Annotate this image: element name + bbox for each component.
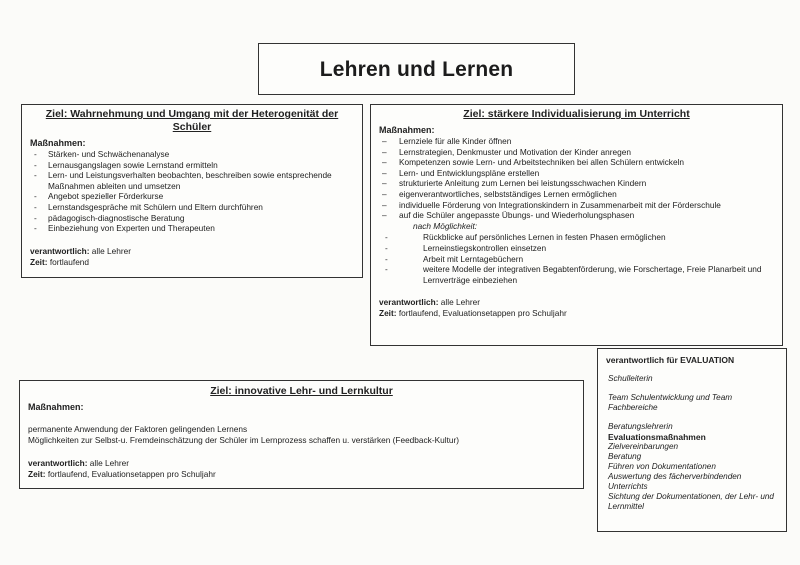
goal-box-culture [19, 380, 584, 489]
list-item: - pädagogisch-diagnostische Beratung [48, 213, 356, 224]
sub-measures-list [371, 232, 782, 285]
measures-label: Maßnahmen: [379, 125, 435, 135]
list-item: – individuelle Förderung von Integrationskindern in Zusammenarbeit mit der Förderschule [399, 200, 776, 211]
list-item: - Arbeit mit Lerntagebüchern [423, 254, 776, 265]
list-item: - Rückblicke auf persönliches Lernen in festen Phasen ermöglichen [423, 232, 776, 243]
list-item: – Kompetenzen sowie Lern- und Arbeitstechniken bei allen Schülern entwickeln [399, 157, 776, 168]
time-line: Zeit: fortlaufend, Evaluationsetappen pro Schuljahr [28, 469, 216, 479]
role-item: Beratungslehrerin [608, 422, 673, 431]
measures-label: Maßnahmen: [28, 402, 84, 412]
list-item: - weitere Modelle der integrativen Begabtenförderung, wie Forschertage, Freie Planarbeit und Lernverträge einbeziehen [423, 264, 776, 285]
list-item: Auswertung des fächerverbindenden Unterrichts [608, 472, 742, 491]
evaluation-measures-label: Evaluationsmaßnahmen [608, 432, 706, 442]
time-line: Zeit: fortlaufend, Evaluationsetappen pro Schuljahr [379, 308, 567, 319]
list-item: Beratung [608, 452, 642, 461]
sub-heading: nach Möglichkeit: [413, 220, 478, 231]
list-item: - Einbeziehung von Experten und Therapeuten [48, 223, 356, 234]
list-item: – Lern- und Entwicklungspläne erstellen [399, 168, 776, 179]
measures-list [22, 149, 362, 234]
measures-list [371, 136, 782, 221]
evaluation-box [597, 348, 787, 532]
measure-line: Möglichkeiten zur Selbst-u. Fremdeinschätzung der Schüler im Lernprozess schaffen u. verstärken (Feedback-Kultur) [28, 435, 460, 445]
list-item: Führen von Dokumentationen [608, 462, 716, 471]
title-box [258, 43, 575, 95]
goal-box-individualization [370, 104, 783, 346]
list-item: - Angebot spezieller Förderkurse [48, 191, 356, 202]
list-item: Zielvereinbarungen [608, 442, 679, 451]
goal-heading: Ziel: innovative Lehr- und Lernkultur [210, 385, 393, 397]
goal-heading: Ziel: Wahrnehmung und Umgang mit der Heterogenität der Schüler [45, 108, 339, 133]
list-item: – auf die Schüler angepasste Übungs- und Wiederholungsphasen [399, 210, 776, 221]
role-item: Schulleiterin [608, 374, 653, 383]
goal-box-heterogeneity [21, 104, 363, 278]
measures-label: Maßnahmen: [30, 138, 86, 148]
role-item: Team Schulentwicklung und Team Fachbereiche [608, 393, 733, 412]
responsible-line: verantwortlich: alle Lehrer [30, 245, 132, 256]
list-item: – eigenverantwortliches, selbstständiges Lernen ermöglichen [399, 189, 776, 200]
page-title: Lehren und Lernen [319, 58, 514, 81]
goal-heading: Ziel: stärkere Individualisierung im Unterricht [463, 108, 690, 120]
list-item: Sichtung der Dokumentationen, der Lehr- und Lernmittel [608, 492, 774, 511]
responsible-line: verantwortlich: alle Lehrer [379, 297, 481, 308]
list-item: – strukturierte Anleitung zum Lernen bei leistungsschwachen Kindern [399, 178, 776, 189]
list-item: – Lernstrategien, Denkmuster und Motivation der Kinder anregen [399, 147, 776, 158]
list-item: - Lern- und Leistungsverhalten beobachten, beschreiben sowie entsprechende Maßnahmen ableiten und umsetzen [48, 170, 356, 191]
responsible-line: verantwortlich: alle Lehrer [28, 458, 130, 468]
list-item: - Lernstandsgespräche mit Schülern und Eltern durchführen [48, 202, 356, 213]
list-item: - Lernausgangslagen sowie Lernstand ermitteln [48, 160, 356, 171]
list-item: - Lerneinstiegskontrollen einsetzen [423, 243, 776, 254]
evaluation-header: verantwortlich für EVALUATION [606, 355, 735, 365]
time-line: Zeit: fortlaufend [30, 256, 90, 267]
measure-line: permanente Anwendung der Faktoren gelingenden Lernens [28, 424, 248, 434]
list-item: - Stärken- und Schwächenanalyse [48, 149, 356, 160]
list-item: – Lernziele für alle Kinder öffnen [399, 136, 776, 147]
